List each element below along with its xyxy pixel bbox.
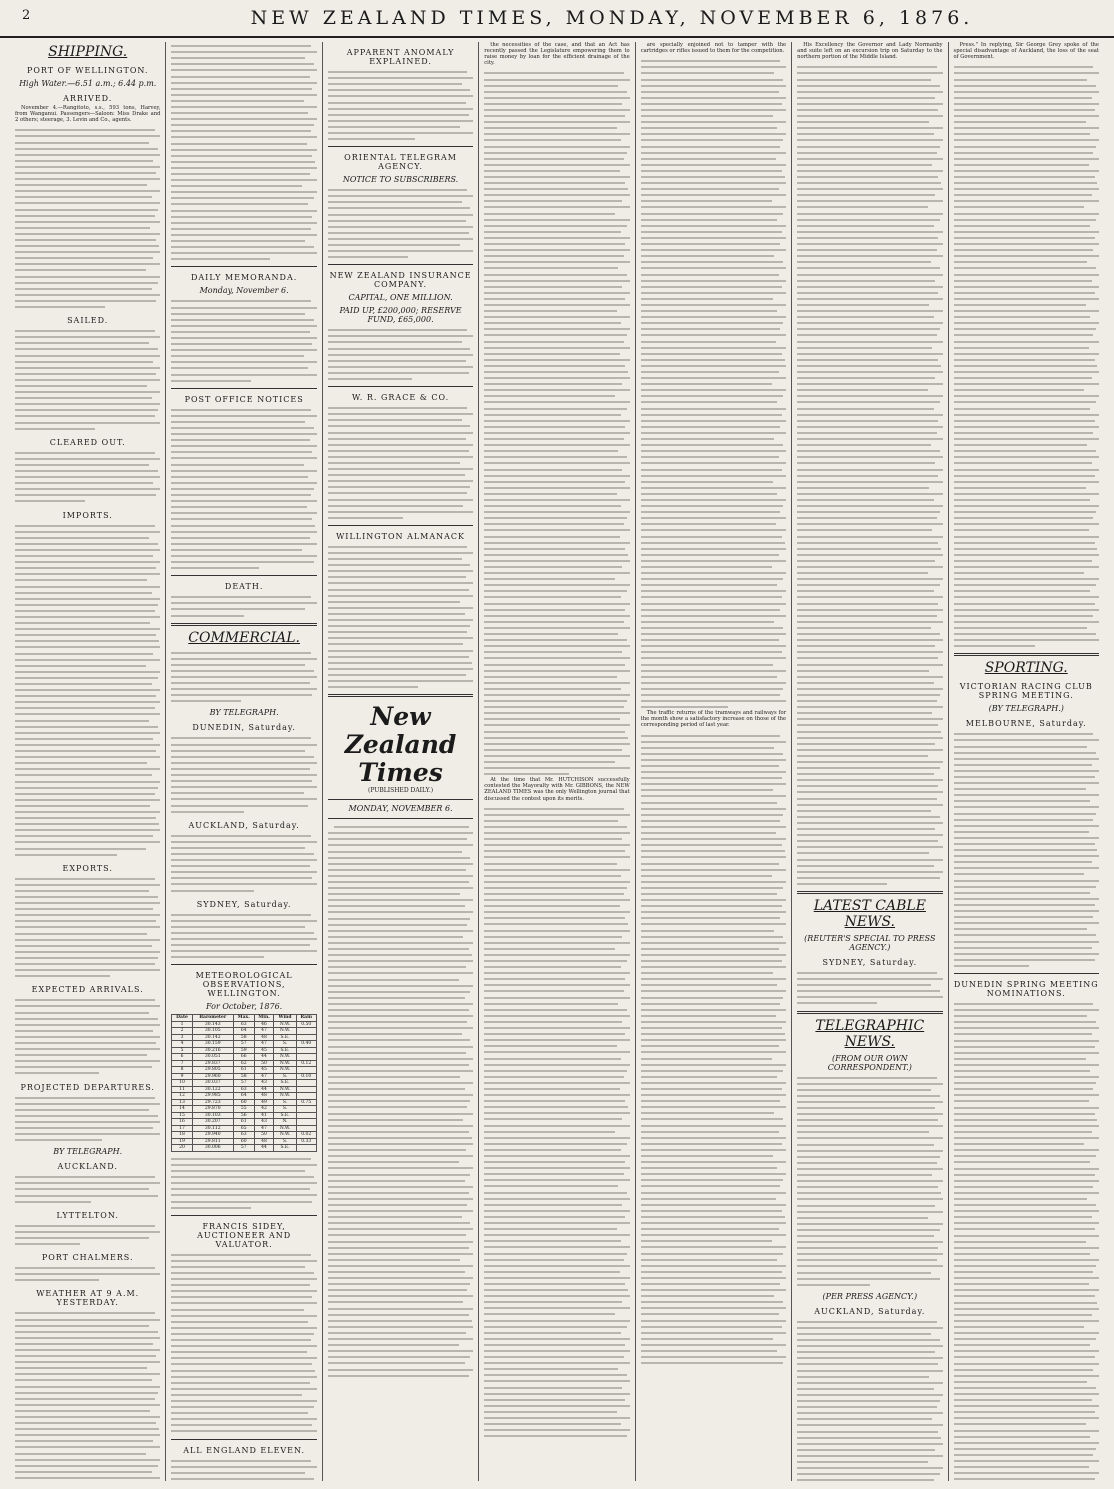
met-cell: 6 [172, 1054, 192, 1061]
met-header-cell: Barometer [192, 1015, 233, 1022]
high-water: High Water.—6.51 a.m.; 6.44 p.m. [19, 79, 157, 88]
body-text-block [954, 730, 1099, 969]
divider [954, 973, 1099, 974]
met-cell: S. [274, 1041, 296, 1048]
page-number: 2 [22, 8, 31, 23]
met-cell: N.W. [274, 1060, 296, 1067]
met-cell: N.W. [274, 1067, 296, 1074]
met-cell: 46 [254, 1021, 274, 1028]
column-sporting [949, 42, 1104, 1481]
met-cell: 61 [233, 1067, 254, 1074]
divider [171, 266, 316, 267]
masthead [0, 0, 1114, 38]
met-cell: 30.143 [192, 1021, 233, 1028]
met-cell: S.E. [274, 1080, 296, 1087]
telegraphic-news-subtitle: (FROM OUR OWN CORRESPONDENT.) [827, 1053, 912, 1072]
met-header-cell: Date [172, 1015, 192, 1022]
met-cell: 50 [254, 1060, 274, 1067]
body-text-block [15, 875, 160, 980]
column-local-news [636, 42, 792, 1481]
met-cell: 29.723 [192, 1099, 233, 1106]
news-paragraph: His Excellency the Governor and Lady Normanby and suite left on an excursion trip on Saturday to the northern portion of the Middle Island. [797, 42, 943, 61]
met-cell: 2 [172, 1028, 192, 1035]
racing-title: VICTORIAN RACING CLUB SPRING MEETING. [959, 682, 1093, 701]
body-text-block [797, 1074, 942, 1288]
met-cell: 48 [254, 1034, 274, 1041]
met-cell: S.E. [274, 1145, 296, 1152]
met-cell: 29.960 [192, 1073, 233, 1080]
body-text-block [641, 732, 786, 1367]
met-cell: 66 [233, 1054, 254, 1061]
met-cell: 29.870 [192, 1106, 233, 1113]
imports-heading: IMPORTS. [62, 510, 113, 520]
insurance-title: NEW ZEALAND INSURANCE COMPANY. [329, 271, 472, 290]
divider [328, 694, 473, 697]
met-cell: 29.805 [192, 1067, 233, 1074]
met-cell: 11 [172, 1086, 192, 1093]
met-cell: 47 [254, 1028, 274, 1035]
body-text-block [15, 522, 160, 858]
divider [954, 653, 1099, 656]
body-text-block [171, 406, 316, 572]
body-text-block [171, 1251, 316, 1435]
met-cell: N.W. [274, 1021, 296, 1028]
met-cell: 65 [233, 1125, 254, 1132]
cleared-heading: CLEARED OUT. [49, 437, 126, 447]
body-text-block [328, 68, 473, 142]
news-paragraph: are specially enjoined not to tamper with the cartridges or rifles issued to them for the competition. [640, 42, 787, 55]
divider [328, 264, 473, 265]
grace-title: W. R. GRACE & CO. [351, 393, 450, 403]
published-daily: (PUBLISHED DAILY.) [368, 787, 434, 795]
met-cell: S.E. [274, 1112, 296, 1119]
weather-heading: WEATHER AT 9 A.M. YESTERDAY. [36, 1289, 140, 1308]
met-cell: 64 [233, 1028, 254, 1035]
body-text-block [15, 1309, 160, 1481]
met-header-cell: Rain [296, 1015, 316, 1022]
press-agency-subtitle: (PER PRESS AGENCY.) [822, 1291, 918, 1301]
exports-heading: EXPORTS. [62, 863, 113, 873]
met-cell: 57 [233, 1041, 254, 1048]
met-cell: 48 [254, 1138, 274, 1145]
met-cell: N.W. [274, 1054, 296, 1061]
met-cell: 30.122 [192, 1086, 233, 1093]
body-text-block [171, 911, 316, 961]
met-cell: 18 [172, 1132, 192, 1139]
body-text-block [15, 327, 160, 432]
met-cell: 64 [233, 1093, 254, 1100]
column-advertisements [323, 42, 479, 1481]
body-text-block [641, 57, 786, 710]
met-cell: 17 [172, 1125, 192, 1132]
met-cell: 63 [233, 1086, 254, 1093]
news-paragraph: The traffic returns of the tramways and railways for the month show a satisfactory increase on those of the corresponding period of last year. [640, 710, 787, 729]
met-table-body [172, 1021, 316, 1151]
commercial-telegraph: BY TELEGRAPH. [209, 708, 279, 718]
met-cell: 30.103 [192, 1112, 233, 1119]
met-cell: 43 [254, 1080, 274, 1087]
body-text-block [797, 969, 942, 1007]
met-title: METEOROLOGICAL OBSERVATIONS, WELLINGTON. [195, 971, 293, 999]
body-text-block [797, 1318, 942, 1481]
lyttelton-heading: LYTTELTON. [56, 1210, 119, 1220]
met-cell: 0.75 [296, 1099, 316, 1106]
body-text-block [171, 297, 316, 383]
met-cell: 47 [254, 1041, 274, 1048]
dunedin-heading: DUNEDIN, Saturday. [192, 723, 296, 733]
met-cell: 62 [233, 1060, 254, 1067]
racing-subtitle: (BY TELEGRAPH.) [988, 704, 1064, 714]
met-cell: 30.159 [192, 1041, 233, 1048]
met-cell: 47 [254, 1073, 274, 1080]
divider [171, 623, 316, 626]
body-text-block [15, 996, 160, 1076]
body-text-block [171, 1155, 316, 1211]
met-cell: 56 [233, 1112, 254, 1119]
met-cell: 0.40 [296, 1041, 316, 1048]
newspaper-header-title: NEW ZEALAND TIMES, MONDAY, NOVEMBER 6, 1876. [250, 7, 974, 29]
met-cell: 30.142 [192, 1034, 233, 1041]
met-cell: N.W. [274, 1132, 296, 1139]
body-text-block [954, 63, 1099, 649]
divider [171, 575, 316, 576]
met-cell: 1 [172, 1021, 192, 1028]
editorial-dateline: MONDAY, NOVEMBER 6. [348, 804, 453, 814]
met-cell: 8 [172, 1067, 192, 1074]
met-cell: 57 [233, 1080, 254, 1087]
insurance-paidup: PAID UP, £200,000; RESERVE FUND, £65,000. [339, 306, 462, 325]
sailed-heading: SAILED. [67, 316, 109, 326]
met-cell: 55 [233, 1106, 254, 1113]
met-cell: 30.112 [192, 1125, 233, 1132]
met-cell: 29.940 [192, 1132, 233, 1139]
met-cell: 30.006 [192, 1145, 233, 1152]
met-cell: 48 [254, 1093, 274, 1100]
body-text-block [171, 1457, 316, 1482]
met-cell: 49 [254, 1099, 274, 1106]
auckland-heading: AUCKLAND, Saturday. [188, 820, 300, 830]
body-text-block [484, 69, 629, 777]
met-cell: 57 [233, 1145, 254, 1152]
chalmers-heading: PORT CHALMERS. [41, 1253, 134, 1263]
met-cell: 44 [254, 1086, 274, 1093]
expected-heading: EXPECTED ARRIVALS. [31, 985, 144, 995]
met-header-cell: Max. [233, 1015, 254, 1022]
telegraphic-news-title: TELEGRAPHIC NEWS. [815, 1017, 925, 1050]
met-cell: 30.051 [192, 1054, 233, 1061]
body-text-block [484, 805, 629, 1440]
auckland-heading: AUCKLAND. [57, 1162, 118, 1172]
body-text-block [328, 186, 473, 260]
eleven-title: ALL ENGLAND ELEVEN. [183, 1445, 306, 1455]
cable-news-title: LATEST CABLE NEWS. [813, 897, 926, 930]
divider [328, 146, 473, 147]
newspaper-nameplate: New Zealand Times [344, 702, 457, 788]
met-cell: S.E. [274, 1034, 296, 1041]
met-cell: 14 [172, 1106, 192, 1113]
cable-place: SYDNEY, Saturday. [822, 957, 918, 967]
met-cell: 30.037 [192, 1080, 233, 1087]
death-title: DEATH. [224, 582, 264, 592]
body-text-block [328, 326, 473, 382]
met-cell: 0.33 [296, 1138, 316, 1145]
met-cell: 30.105 [192, 1028, 233, 1035]
met-cell: 0.02 [296, 1132, 316, 1139]
column-memoranda [166, 42, 322, 1481]
met-cell: 47 [254, 1125, 274, 1132]
editorial-paragraph: At the time that Mr. HUTCHISON successfully contested the Mayoralty with Mr. GIBBONS, the NEW ZEALAND TIMES was the only Wellington journal that discussed the contest upon its merits. [484, 777, 630, 802]
met-cell: 29.837 [192, 1060, 233, 1067]
cable-news-subtitle: (REUTER'S SPECIAL TO PRESS AGENCY.) [804, 933, 936, 952]
body-text-block [171, 649, 316, 705]
met-cell: 13 [172, 1099, 192, 1106]
commercial-title: COMMERCIAL. [188, 629, 300, 646]
met-cell: S. [274, 1106, 296, 1113]
body-text-block [15, 1222, 160, 1247]
arrived-heading: ARRIVED. [63, 94, 113, 103]
press-place: AUCKLAND, Saturday. [814, 1306, 926, 1316]
met-cell: 60 [233, 1138, 254, 1145]
column-shipping [10, 42, 166, 1481]
met-cell: 16 [172, 1119, 192, 1126]
divider [797, 1011, 942, 1014]
met-row [172, 1145, 316, 1152]
met-cell: 3 [172, 1034, 192, 1041]
telegram-subtitle: NOTICE TO SUBSCRIBERS. [342, 175, 459, 185]
divider [328, 386, 473, 387]
met-cell: 30.216 [192, 1047, 233, 1054]
met-cell [296, 1145, 316, 1152]
met-cell: S. [274, 1073, 296, 1080]
met-date: For October, 1876. [206, 1002, 283, 1012]
body-text-block [171, 734, 316, 814]
met-cell: 63 [233, 1132, 254, 1139]
met-header-cell: Wind [274, 1015, 296, 1022]
met-cell: 44 [254, 1054, 274, 1061]
memoranda-title: DAILY MEMORANDA. [190, 273, 298, 283]
met-cell: 15 [172, 1112, 192, 1119]
body-text-block [15, 1094, 160, 1144]
met-cell: 58 [233, 1034, 254, 1041]
insurance-capital: CAPITAL, ONE MILLION. [348, 293, 453, 303]
met-cell: 29.811 [192, 1138, 233, 1145]
met-cell: 50 [254, 1132, 274, 1139]
port-heading: PORT OF WELLINGTON. [26, 66, 149, 75]
met-cell: N.W. [274, 1086, 296, 1093]
met-cell: 12 [172, 1093, 192, 1100]
divider [328, 818, 473, 819]
body-text-block [15, 1173, 160, 1204]
body-text-block [328, 823, 473, 1379]
met-cell: 5 [172, 1047, 192, 1054]
divider [328, 799, 473, 800]
met-cell: N.W. [274, 1093, 296, 1100]
met-cell: 19 [172, 1138, 192, 1145]
column-editorial [479, 42, 635, 1481]
met-cell: N. [274, 1119, 296, 1126]
anomaly-title: APPARENT ANOMALY EXPLAINED. [346, 48, 455, 66]
body-text-block [171, 593, 316, 618]
post-office-notices-title: POST OFFICE NOTICES [184, 394, 304, 404]
nominations-title: DUNEDIN SPRING MEETING NOMINATIONS. [953, 979, 1099, 998]
met-cell: N.W. [274, 1028, 296, 1035]
met-cell: 4 [172, 1041, 192, 1048]
met-cell: 60 [233, 1099, 254, 1106]
telegraph-heading: BY TELEGRAPH. [53, 1147, 123, 1157]
sporting-title: SPORTING. [984, 660, 1068, 677]
met-cell: S. [274, 1138, 296, 1145]
met-cell: 29.985 [192, 1093, 233, 1100]
body-text-block [15, 1264, 160, 1283]
met-cell: 59 [233, 1047, 254, 1054]
divider [171, 1215, 316, 1216]
met-cell: 10 [172, 1080, 192, 1087]
met-cell: 63 [233, 1021, 254, 1028]
divider [328, 525, 473, 526]
body-text-block [15, 126, 160, 310]
newspaper-columns [10, 42, 1104, 1481]
section-title-shipping: SHIPPING. [48, 44, 128, 60]
met-cell: 20 [172, 1145, 192, 1152]
telegram-agency-title: ORIENTAL TELEGRAM AGENCY. [344, 153, 457, 172]
met-cell: 0.12 [296, 1060, 316, 1067]
body-text-block [797, 63, 942, 887]
body-text-block [954, 1000, 1099, 1481]
almanack-title: WILLINGTON ALMANACK [336, 531, 466, 541]
arrived-paragraph: November 4.—Rangitoto, s.s., 593 tons, Harvey, from Wanganui. Passengers—Saloon: Miss Drake and 2 others; steerage, 3. Levin and Co., agents. [15, 105, 161, 124]
column-cable-news [792, 42, 948, 1481]
met-cell: S. [274, 1099, 296, 1106]
met-cell: 9 [172, 1073, 192, 1080]
met-cell: S.E. [274, 1047, 296, 1054]
divider [171, 1439, 316, 1440]
met-cell: 61 [233, 1119, 254, 1126]
met-cell: 45 [254, 1067, 274, 1074]
divider [171, 964, 316, 965]
divider [797, 891, 942, 894]
body-text-block [171, 832, 316, 894]
met-header-cell: Min. [254, 1015, 274, 1022]
met-cell: 30.207 [192, 1119, 233, 1126]
met-cell: 45 [254, 1047, 274, 1054]
editorial-paragraph: the necessities of the case, and that an Act has recently passed the Legislature empowering them to raise money by loan for the efficient drainage of the city. [484, 42, 630, 67]
met-cell: N.W. [274, 1125, 296, 1132]
sydney-heading: SYDNEY, Saturday. [196, 899, 292, 909]
met-cell: 7 [172, 1060, 192, 1067]
racing-place: MELBOURNE, Saturday. [965, 719, 1087, 729]
body-text-block [171, 42, 316, 262]
body-text-block [328, 404, 473, 521]
met-cell: 58 [233, 1073, 254, 1080]
projected-heading: PROJECTED DEPARTURES. [20, 1082, 155, 1092]
met-cell: 43 [254, 1119, 274, 1126]
news-paragraph: Press." In replying, Sir George Grey spoke of the special disadvantage of Auckland, the loss of the seat of Government. [953, 42, 1099, 61]
memoranda-date: Monday, November 6. [199, 286, 289, 296]
met-table [171, 1014, 316, 1152]
body-text-block [15, 449, 160, 505]
met-cell: 41 [254, 1112, 274, 1119]
divider [171, 388, 316, 389]
met-cell: 0.10 [296, 1073, 316, 1080]
sidey-title: FRANCIS SIDEY, AUCTIONEER AND VALUATOR. [197, 1221, 292, 1249]
met-cell: 42 [254, 1106, 274, 1113]
body-text-block [328, 543, 473, 690]
met-cell: 44 [254, 1145, 274, 1152]
met-cell: 0.50 [296, 1021, 316, 1028]
